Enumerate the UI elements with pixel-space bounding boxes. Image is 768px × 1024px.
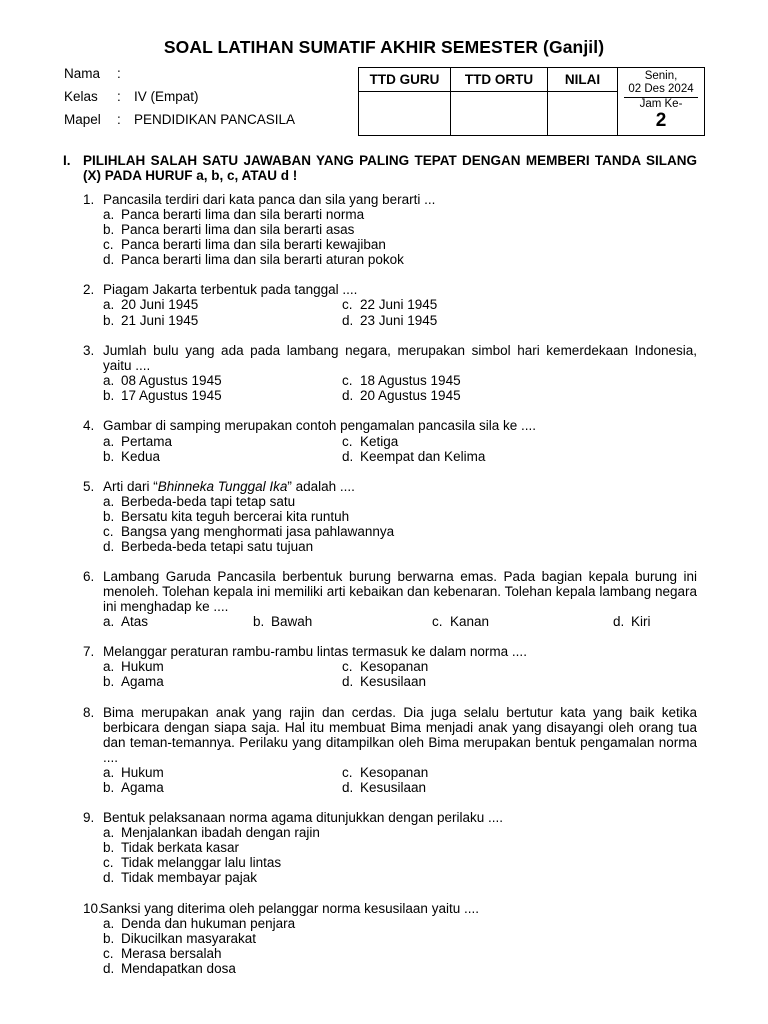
question-stem: Melanggar peraturan rambu-rambu lintas termasuk ke dalam norma .... — [103, 644, 527, 659]
option[interactable] — [432, 614, 489, 629]
option-text: Kiri — [631, 614, 651, 629]
option-letter: c. — [103, 855, 114, 870]
option[interactable] — [103, 297, 198, 312]
option-text: Pertama — [121, 434, 173, 449]
option-text: Kesopanan — [360, 659, 429, 674]
option-text: Atas — [121, 614, 149, 629]
option-letter: b. — [103, 780, 115, 795]
option[interactable] — [103, 388, 222, 403]
option-letter: c. — [432, 614, 443, 629]
option[interactable] — [103, 539, 313, 554]
option-text: Denda dan hukuman penjara — [121, 916, 296, 931]
option[interactable] — [103, 313, 198, 328]
question-stem — [103, 479, 697, 494]
option-letter: a. — [103, 207, 115, 222]
option-letter: a. — [103, 434, 115, 449]
question-number: 2. — [83, 282, 95, 297]
option-text: Kedua — [121, 449, 161, 464]
option-text: Bangsa yang menghormati jasa pahlawannya — [121, 524, 395, 539]
option-text: Menjalankan ibadah dengan rajin — [121, 825, 320, 840]
option-text: 18 Agustus 1945 — [360, 373, 461, 388]
option[interactable] — [342, 449, 485, 464]
option-text: Bersatu kita teguh bercerai kita runtuh — [121, 509, 350, 524]
option[interactable] — [253, 614, 312, 629]
option-text: Panca berarti lima dan sila berarti asas — [121, 222, 355, 237]
question-stem: Gambar di samping merupakan contoh pengamalan pancasila sila ke .... — [103, 418, 536, 433]
option-text: Kanan — [450, 614, 490, 629]
stem-suffix: ” adalah .... — [287, 479, 355, 494]
option-text: Panca berarti lima dan sila berarti norma — [121, 207, 365, 222]
option-text: Dikucilkan masyarakat — [121, 931, 257, 946]
question-stem: Sanksi yang diterima oleh pelanggar norma kesusilaan yaitu .... — [100, 901, 479, 916]
option-text: Kesusilaan — [360, 780, 427, 795]
question-stem: Lambang Garuda Pancasila berbentuk burung berwarna emas. Pada bagian kepala burung ini menoleh. Tolehan kepala ini memiliki arti kebaikan dan kebenaran. Tolehan kepala lambang negara ini menghadap ke .... — [103, 569, 697, 614]
option[interactable] — [103, 946, 222, 961]
ttd-ortu-header: TTD ORTU — [451, 68, 548, 92]
option-letter: a. — [103, 916, 115, 931]
option[interactable] — [103, 961, 236, 976]
option-letter: d. — [342, 388, 354, 403]
option[interactable] — [103, 614, 148, 629]
option-letter: d. — [103, 252, 115, 267]
option-letter: d. — [342, 780, 354, 795]
option[interactable] — [103, 524, 394, 539]
option[interactable] — [342, 780, 426, 795]
option-letter: a. — [103, 373, 115, 388]
option-text: 20 Agustus 1945 — [360, 388, 461, 403]
question-number: 8. — [83, 705, 95, 720]
option-letter: b. — [103, 388, 115, 403]
question-number: 1. — [83, 192, 95, 207]
instruction-text: PILIHLAH SALAH SATU JAWABAN YANG PALING TEPAT DENGAN MEMBERI TANDA SILANG (X) PADA HURUF a, b, c, ATAU d ! — [83, 153, 697, 183]
option-letter: c. — [103, 524, 114, 539]
option[interactable] — [342, 373, 461, 388]
option[interactable] — [103, 840, 239, 855]
option[interactable] — [103, 870, 257, 885]
option[interactable] — [342, 297, 437, 312]
option-text: Agama — [121, 674, 164, 689]
option-letter: b. — [253, 614, 265, 629]
jam-value: 2 — [655, 110, 667, 131]
option[interactable] — [103, 434, 172, 449]
option[interactable] — [103, 659, 164, 674]
option[interactable] — [342, 659, 428, 674]
option-text: 20 Juni 1945 — [121, 297, 199, 312]
option[interactable] — [103, 931, 256, 946]
option[interactable] — [103, 855, 281, 870]
option-letter: d. — [342, 449, 354, 464]
question-stem: Bentuk pelaksanaan norma agama ditunjukkan dengan perilaku .... — [103, 810, 504, 825]
option-text: Kesusilaan — [360, 674, 427, 689]
question-number: 5. — [83, 479, 95, 494]
option[interactable] — [613, 614, 651, 629]
option[interactable] — [342, 765, 428, 780]
option-text: Tidak berkata kasar — [121, 840, 240, 855]
question-stem: Piagam Jakarta terbentuk pada tanggal .... — [103, 282, 358, 297]
option[interactable] — [103, 916, 295, 931]
date-cell — [618, 68, 705, 136]
question-stem: Jumlah bulu yang ada pada lambang negara, merupakan simbol hari kemerdekaan Indonesia, yaitu .... — [103, 343, 697, 373]
option-letter: a. — [103, 659, 115, 674]
option[interactable] — [103, 825, 320, 840]
option-text: 17 Agustus 1945 — [121, 388, 222, 403]
option-text: 22 Juni 1945 — [360, 297, 438, 312]
option[interactable] — [103, 509, 349, 524]
question-number: 9. — [83, 810, 95, 825]
option[interactable] — [103, 252, 404, 267]
nilai-box[interactable] — [548, 92, 618, 136]
option-letter: d. — [103, 870, 115, 885]
option-text: Merasa bersalah — [121, 946, 222, 961]
question-number: 7. — [83, 644, 95, 659]
option-text: Bawah — [271, 614, 313, 629]
option-letter: c. — [342, 373, 353, 388]
question-number: 4. — [83, 418, 95, 433]
option-text: Hukum — [121, 765, 164, 780]
option[interactable] — [103, 780, 164, 795]
nilai-header: NILAI — [548, 68, 618, 92]
ttd-guru-header: TTD GURU — [359, 68, 451, 92]
kelas-label: Kelas — [64, 89, 98, 104]
option-text: Panca berarti lima dan sila berarti kewajiban — [121, 237, 386, 252]
option-letter: c. — [103, 237, 114, 252]
option-text: 23 Juni 1945 — [360, 313, 438, 328]
kelas-value: IV (Empat) — [134, 89, 199, 104]
option-letter: b. — [103, 449, 115, 464]
option[interactable] — [103, 449, 160, 464]
option-text: Berbeda-beda tetapi satu tujuan — [121, 539, 314, 554]
option[interactable] — [103, 222, 354, 237]
option-letter: d. — [103, 539, 115, 554]
option-letter: b. — [103, 222, 115, 237]
option-letter: b. — [103, 674, 115, 689]
option[interactable] — [103, 373, 222, 388]
date-value: 02 Des 2024 — [628, 83, 694, 95]
option-letter: a. — [103, 494, 115, 509]
option[interactable] — [103, 237, 386, 252]
option[interactable] — [103, 207, 364, 222]
mapel-label: Mapel — [64, 112, 101, 127]
option-letter: b. — [103, 931, 115, 946]
question-number: 3. — [83, 343, 95, 358]
option-letter: d. — [342, 313, 354, 328]
stem-italic: Bhinneka Tunggal Ika — [157, 479, 288, 494]
option[interactable] — [103, 674, 164, 689]
jam-label: Jam Ke- — [639, 98, 683, 110]
option-text: Panca berarti lima dan sila berarti aturan pokok — [121, 252, 404, 267]
option-text: 08 Agustus 1945 — [121, 373, 222, 388]
option-letter: a. — [103, 614, 115, 629]
option-letter: c. — [103, 946, 114, 961]
option[interactable] — [342, 313, 437, 328]
option-letter: a. — [103, 765, 115, 780]
option-text: Ketiga — [360, 434, 399, 449]
question-number: 10. — [83, 901, 102, 916]
option-text: Agama — [121, 780, 164, 795]
option-text: Hukum — [121, 659, 164, 674]
question-stem: Bima merupakan anak yang rajin dan cerdas. Dia juga selalu bertutur kata yang baik ketika berbicara dengan siapa saja. Hal itu membuat Bima menjadi anak yang disayangi oleh orang tua dan teman-temannya. Perilaku yang ditampilkan oleh Bima merupakan bentuk pengamalan norma .... — [103, 705, 697, 765]
option-text: 21 Juni 1945 — [121, 313, 199, 328]
stem-prefix: Arti dari “ — [103, 479, 158, 494]
option[interactable] — [342, 388, 461, 403]
option-letter: d. — [103, 961, 115, 976]
option[interactable] — [342, 674, 426, 689]
question-number: 6. — [83, 569, 95, 584]
option-letter: b. — [103, 313, 115, 328]
ttd-ortu-box[interactable] — [451, 92, 548, 136]
option[interactable] — [103, 494, 295, 509]
mapel-colon: : — [117, 112, 121, 127]
page-title: SOAL LATIHAN SUMATIF AKHIR SEMESTER (Ganjil) — [163, 37, 605, 57]
question-stem: Pancasila terdiri dari kata panca dan sila yang berarti ... — [103, 192, 436, 207]
signature-table — [358, 67, 705, 136]
option-text: Tidak membayar pajak — [121, 870, 258, 885]
ttd-guru-box[interactable] — [359, 92, 451, 136]
nama-label: Nama — [64, 66, 101, 81]
nama-colon: : — [117, 66, 121, 81]
kelas-colon: : — [117, 89, 121, 104]
section-number: I. — [63, 153, 71, 168]
option-letter: b. — [103, 509, 115, 524]
option-text: Keempat dan Kelima — [360, 449, 486, 464]
option-letter: d. — [613, 614, 625, 629]
option-text: Berbeda-beda tapi tetap satu — [121, 494, 296, 509]
option-letter: c. — [342, 297, 353, 312]
option-letter: d. — [342, 674, 354, 689]
option-letter: c. — [342, 659, 353, 674]
option-text: Mendapatkan dosa — [121, 961, 236, 976]
mapel-value: PENDIDIKAN PANCASILA — [134, 112, 296, 127]
option[interactable] — [103, 765, 164, 780]
option-letter: b. — [103, 840, 115, 855]
date-day: Senin, — [644, 70, 678, 82]
option-letter: c. — [342, 765, 353, 780]
option-letter: a. — [103, 825, 115, 840]
option-text: Kesopanan — [360, 765, 429, 780]
option-letter: c. — [342, 434, 353, 449]
option-letter: a. — [103, 297, 115, 312]
option-text: Tidak melanggar lalu lintas — [121, 855, 282, 870]
option[interactable] — [342, 434, 398, 449]
